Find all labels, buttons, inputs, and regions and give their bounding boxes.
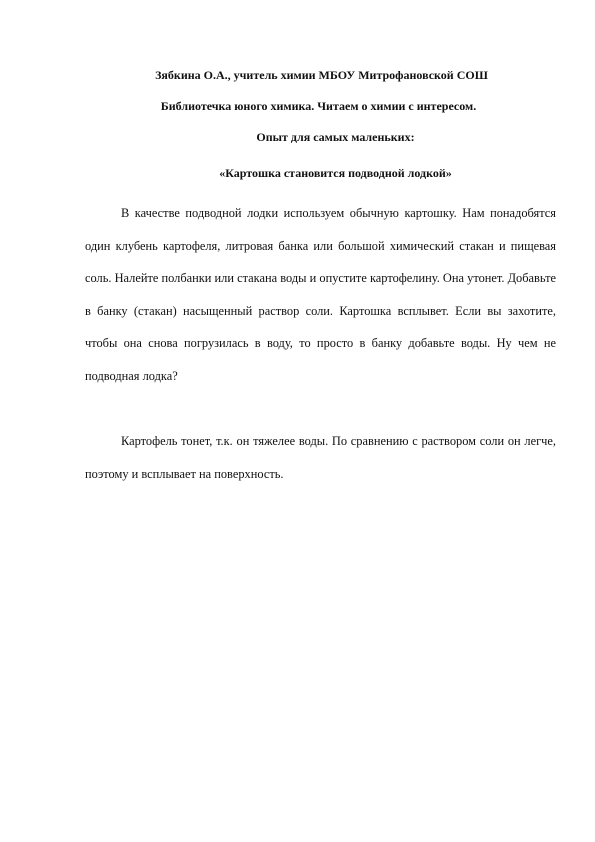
document-title: «Картошка становится подводной лодкой» bbox=[219, 166, 452, 180]
series-line: Библиотечка юного химика. Читаем о химии с интересом. bbox=[160, 99, 477, 113]
document-subtitle: Опыт для самых маленьких: bbox=[256, 130, 415, 144]
author-line: Зябкина О.А., учитель химии МБОУ Митрофановской СОШ bbox=[155, 68, 488, 82]
paragraph-experiment: В качестве подводной лодки используем обычную картошку. Нам понадобятся один клубень картофеля, литровая банка или большой химический стакан и пищевая соль. Налейте полбанки или стакана воды и опустите картофелину. Она утонет. Добавьте в банку (стакан) насыщенный раствор соли. Картошка всплывет. Если вы захотите, чтобы она снова погрузилась в воду, то просто в банку добавьте воды. Ну чем не подводная лодка? bbox=[85, 206, 556, 383]
paragraph-explanation: Картофель тонет, т.к. он тяжелее воды. По сравнению с раствором соли он легче, поэтому и всплывает на поверхность. bbox=[85, 434, 556, 481]
